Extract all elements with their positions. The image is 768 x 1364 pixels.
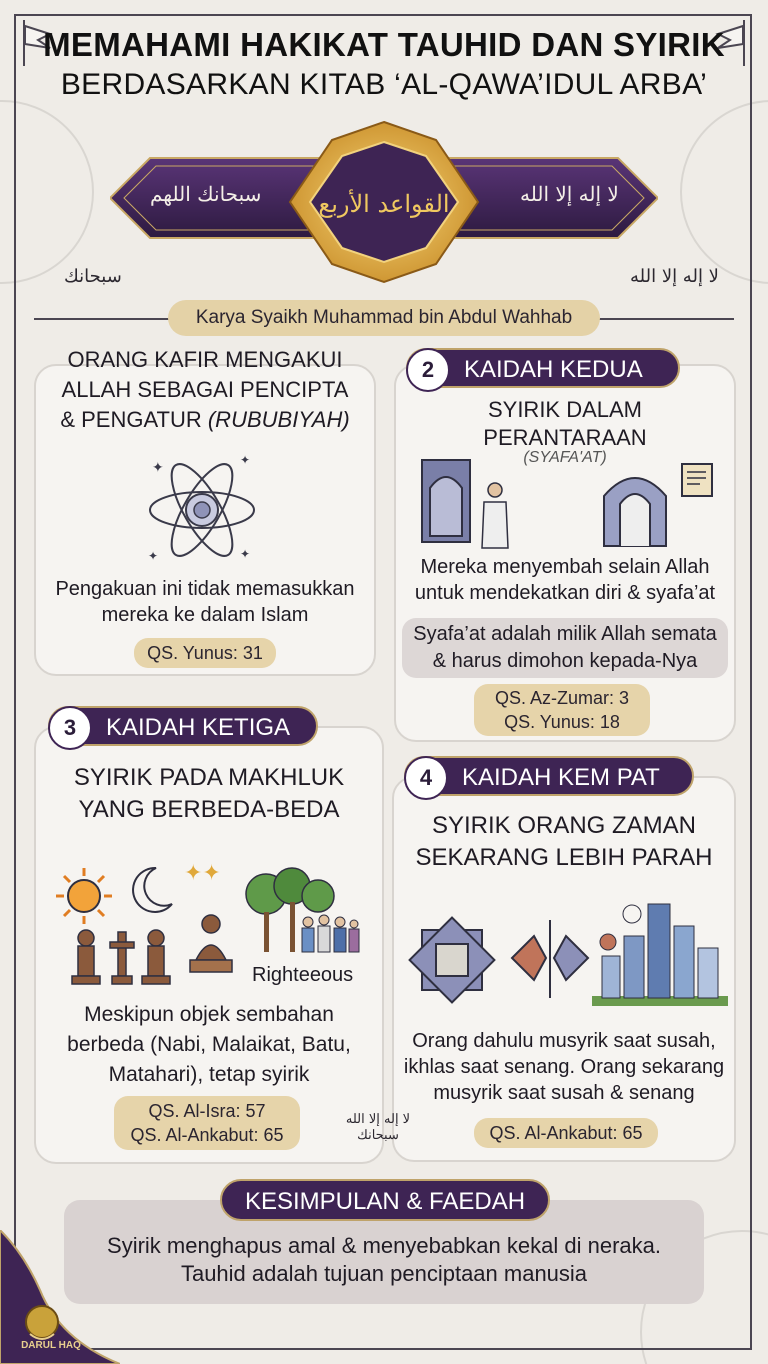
righteous-caption: Righteeous — [252, 964, 354, 986]
card2-note-box — [402, 618, 728, 678]
svg-text:✦: ✦ — [148, 549, 159, 563]
kaidah-2-number: 2 — [406, 348, 450, 392]
card4-calligraphy: لا إله إلا الله سبحانك — [345, 1112, 411, 1143]
card4-heading-line2: SEKARANG LEBIH PARAH — [415, 844, 713, 871]
card2-heading-line1: SYIRIK DALAM — [487, 397, 643, 422]
statue-icon — [186, 912, 236, 974]
svg-text:✦: ✦ — [240, 453, 251, 467]
tomb-arch-icon — [600, 466, 670, 548]
card3-ref-line1: QS. Al-Isra: 57 — [148, 1101, 266, 1121]
page-title: MEMAHAMI HAKIKAT TAUHID DAN SYIRIK — [43, 26, 725, 63]
moon-icon — [126, 862, 180, 918]
kaidah-3-number: 3 — [48, 706, 92, 750]
card2-body-line2: untuk mendekatkan diri & syafa’at — [414, 582, 716, 604]
card3-references — [114, 1096, 300, 1150]
card3-body-line1: Meskipun objek sembahan — [84, 1003, 334, 1026]
sun-icon — [54, 866, 114, 926]
card2-ref-line2: QS. Yunus: 18 — [504, 712, 620, 732]
medallion-calligraphy: القواعد الأربع — [318, 190, 450, 218]
modern-city-icon — [592, 896, 728, 1008]
card3-body-line3: Matahari), tetap syirik — [108, 1063, 310, 1086]
banner-left-calligraphy: سبحانك اللهم — [150, 182, 262, 206]
stars-icon: ✦✦ — [184, 860, 221, 885]
lower-left-calligraphy: سبحانك — [64, 266, 122, 287]
kaidah-2-label: KAIDAH KEDUA — [464, 356, 643, 383]
card2-body-line1: Mereka menyembah selain Allah — [420, 556, 710, 578]
kaidah-3-badge — [48, 706, 318, 746]
broken-pattern-icon — [508, 916, 592, 1002]
card4-reference: QS. Al-Ankabut: 65 — [474, 1118, 658, 1148]
card2-references — [474, 684, 650, 736]
conclusion-line1: Syirik menghapus amal & menyebabkan kekal di neraka. — [107, 1233, 661, 1258]
stone-idols-icon — [70, 924, 176, 986]
scroll-icon — [676, 460, 718, 502]
card4-body-line3: musyrik saat susah & senang — [433, 1082, 695, 1104]
conclusion-title: KESIMPULAN & FAEDAH — [220, 1179, 550, 1221]
page-subtitle: BERDASARKAN KITAB ‘AL-QAWA’IDUL ARBA’ — [60, 68, 708, 101]
card2-heading-line3: (SYAFA'AT) — [523, 449, 607, 466]
conclusion-line2: Tauhid adalah tujuan penciptaan manusia — [180, 1261, 588, 1286]
card4-body-line1: Orang dahulu musyrik saat susah, — [412, 1030, 716, 1052]
praying-person-icon — [478, 480, 512, 550]
card1-heading-main: & PENGATUR — [60, 407, 202, 432]
svg-text:✦: ✦ — [240, 547, 251, 561]
brand-logo-text: DARUL HAQ — [21, 1340, 81, 1351]
card1-heading-line1: ORANG KAFIR MENGAKUI — [67, 347, 343, 372]
lower-right-calligraphy: لا إله إلا الله — [630, 266, 719, 287]
card1-heading-line3 — [34, 406, 376, 434]
trees-people-icon — [244, 866, 360, 958]
islamic-star-pattern-icon — [402, 910, 502, 1010]
card2-ref-line1: QS. Az-Zumar: 3 — [494, 688, 630, 708]
kaidah-3-label: KAIDAH KETIGA — [106, 714, 291, 741]
kaidah-2-badge — [406, 348, 680, 388]
card1-body-line2: mereka ke dalam Islam — [101, 604, 309, 626]
kaidah-4-label: KAIDAH KEM PAT — [462, 764, 660, 791]
kaidah-4-number: 4 — [404, 756, 448, 800]
card4-heading-line1: SYIRIK ORANG ZAMAN — [431, 812, 697, 839]
svg-text:✦: ✦ — [152, 459, 164, 475]
card1-body-line1: Pengakuan ini tidak memasukkan — [55, 578, 355, 600]
atom-icon — [140, 448, 264, 568]
card1-heading-line2: ALLAH SEBAGAI PENCIPTA — [61, 377, 349, 402]
card2-note-line2: & harus dimohon kepada-Nya — [432, 650, 698, 672]
prayer-mat-icon — [420, 458, 472, 544]
card3-body-line2: berbeda (Nabi, Malaikat, Batu, — [67, 1033, 351, 1056]
card2-heading-line2: PERANTARAAN — [483, 425, 647, 450]
card1-reference: QS. Yunus: 31 — [134, 638, 276, 668]
author-pill: Karya Syaikh Muhammad bin Abdul Wahhab — [168, 300, 600, 336]
card3-ref-line2: QS. Al-Ankabut: 65 — [130, 1125, 284, 1145]
card3-heading-line1: SYIRIK PADA MAKHLUK — [73, 764, 345, 791]
card2-note-line1: Syafa’at adalah milik Allah semata — [413, 623, 717, 645]
card1-heading-italic: (RUBUBIYAH) — [207, 407, 350, 432]
card3-heading-line2: YANG BERBEDA-BEDA — [78, 796, 340, 823]
banner-right-calligraphy: لا إله إلا الله — [520, 182, 619, 206]
kaidah-4-badge — [404, 756, 694, 796]
card4-body-line2: ikhlas saat senang. Orang sekarang — [403, 1056, 725, 1078]
